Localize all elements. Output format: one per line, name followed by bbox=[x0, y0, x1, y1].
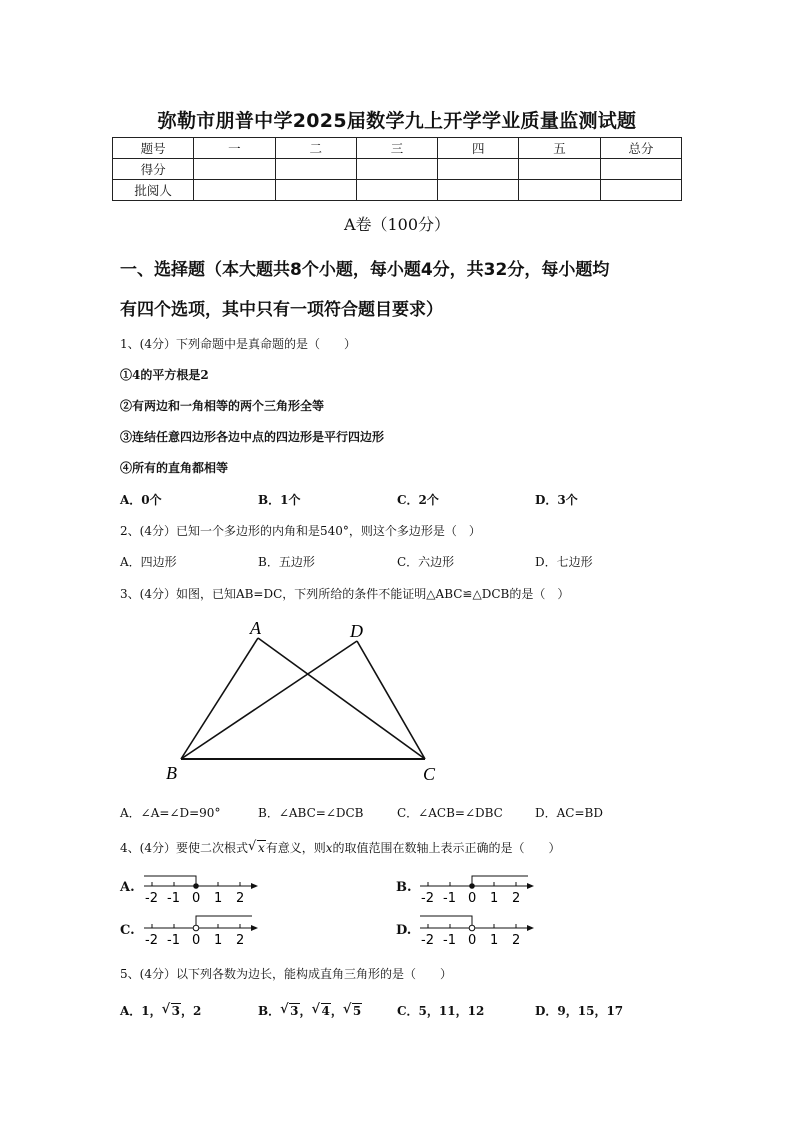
score-header-cell: 二 bbox=[275, 138, 356, 159]
score-cell[interactable] bbox=[194, 159, 275, 180]
page-title: 弥勒市朋普中学2025届数学九上开学学业质量监测试题 bbox=[157, 110, 637, 132]
score-header-cell: 题号 bbox=[113, 138, 194, 159]
score-cell[interactable] bbox=[356, 159, 437, 180]
tick-label: -1 bbox=[167, 933, 180, 948]
section-heading-line1: 一、选择题（本大题共8个小题，每小题4分，共32分，每小题均 bbox=[120, 260, 610, 280]
score-table bbox=[112, 137, 682, 201]
question-4-stem-post: 的取值范围在数轴上表示正确的是（ ） bbox=[332, 841, 561, 855]
tick-label: 1 bbox=[490, 891, 499, 906]
segment-bd bbox=[181, 641, 357, 759]
question-3-option-a[interactable]: A．∠A=∠D=90° bbox=[120, 806, 221, 820]
vertex-label-b: B bbox=[166, 763, 177, 783]
score-cell[interactable] bbox=[519, 180, 600, 201]
sqrt-radicand: 5 bbox=[352, 1004, 362, 1018]
number-line-a[interactable] bbox=[140, 872, 262, 906]
question-1-statement: ①4的平方根是2 bbox=[120, 368, 209, 382]
option-a-prefix: A．1， bbox=[120, 1004, 162, 1018]
question-2-option-d[interactable]: D．七边形 bbox=[535, 555, 593, 569]
option-b-prefix: B． bbox=[258, 1004, 281, 1018]
question-3-stem: 3、(4分）如图，已知AB=DC，下列所给的条件不能证明△ABC≌△DCB的是（ ） bbox=[120, 587, 570, 601]
vertex-label-c: C bbox=[423, 764, 436, 784]
paper-part-heading: A卷（100分） bbox=[343, 215, 451, 234]
question-4-option-a[interactable]: A. bbox=[120, 880, 135, 895]
tick-label: 1 bbox=[214, 891, 223, 906]
question-4-option-b[interactable]: B. bbox=[396, 880, 412, 895]
score-cell[interactable] bbox=[356, 180, 437, 201]
sqrt-radicand: 3 bbox=[171, 1004, 181, 1018]
question-1-option-d[interactable]: D．3个 bbox=[535, 493, 578, 507]
number-line-c[interactable] bbox=[140, 914, 262, 948]
tick-label: 1 bbox=[214, 933, 223, 948]
score-table-row bbox=[113, 159, 682, 180]
tick-label: -2 bbox=[145, 933, 158, 948]
sqrt-radicand: 4 bbox=[321, 1004, 330, 1018]
question-5-option-d[interactable]: D．9，15，17 bbox=[535, 1004, 624, 1018]
comma: ， bbox=[299, 1004, 312, 1018]
score-row-label: 批阅人 bbox=[113, 180, 194, 201]
tick-label: 0 bbox=[468, 891, 477, 906]
triangle-figure bbox=[160, 612, 450, 787]
segment-ab bbox=[181, 638, 258, 759]
question-4-variable: x bbox=[325, 841, 333, 855]
score-cell[interactable] bbox=[275, 159, 356, 180]
option-a-suffix: ，2 bbox=[181, 1004, 202, 1018]
section-heading-line2: 有四个选项，其中只有一项符合题目要求） bbox=[120, 300, 443, 320]
tick-label: -2 bbox=[421, 933, 434, 948]
tick-label: -1 bbox=[167, 891, 180, 906]
tick-label: 2 bbox=[236, 933, 245, 948]
score-cell[interactable] bbox=[438, 180, 519, 201]
question-1-statement: ②有两边和一角相等的两个三角形全等 bbox=[120, 399, 325, 413]
question-2-option-a[interactable]: A．四边形 bbox=[120, 555, 177, 569]
vertex-label-d: D bbox=[350, 621, 363, 641]
question-2-stem: 2、(4分）已知一个多边形的内角和是540°，则这个多边形是（ ） bbox=[120, 524, 481, 538]
question-5-stem: 5、(4分）以下列各数为边长，能构成直角三角形的是（ ） bbox=[120, 967, 452, 981]
segment-ac bbox=[258, 638, 425, 759]
sqrt-x: √ x bbox=[247, 839, 265, 855]
tick-label: 0 bbox=[192, 891, 201, 906]
question-5-option-a[interactable] bbox=[120, 1002, 201, 1019]
question-1-statement: ③连结任意四边形各边中点的四边形是平行四边形 bbox=[120, 430, 385, 444]
question-1-statement: ④所有的直角都相等 bbox=[120, 461, 229, 475]
tick-label: -2 bbox=[145, 891, 158, 906]
sqrt-4: √ 4 bbox=[311, 1002, 330, 1018]
question-1-stem: 1、(4分）下列命题中是真命题的是（ ） bbox=[120, 337, 356, 351]
question-1-option-b[interactable]: B．1个 bbox=[258, 493, 301, 507]
score-header-cell: 四 bbox=[438, 138, 519, 159]
score-header-cell: 五 bbox=[519, 138, 600, 159]
score-row-label: 得分 bbox=[113, 159, 194, 180]
sqrt-5: √ 5 bbox=[342, 1002, 362, 1018]
question-2-option-c[interactable]: C．六边形 bbox=[397, 555, 455, 569]
score-table-header-row bbox=[113, 138, 682, 159]
question-1-option-a[interactable]: A．0个 bbox=[120, 493, 162, 507]
tick-label: 2 bbox=[512, 933, 521, 948]
tick-label: 2 bbox=[512, 891, 521, 906]
sqrt-3: √ 3 bbox=[280, 1002, 299, 1018]
vertex-label-a: A bbox=[250, 618, 261, 638]
question-3-option-b[interactable]: B．∠ABC=∠DCB bbox=[258, 806, 364, 820]
question-5-option-c[interactable]: C．5，11，12 bbox=[397, 1004, 485, 1018]
score-header-cell: 一 bbox=[194, 138, 275, 159]
score-cell[interactable] bbox=[194, 180, 275, 201]
sqrt-3: √ 3 bbox=[161, 1002, 181, 1018]
question-3-option-d[interactable]: D．AC=BD bbox=[535, 806, 603, 820]
score-cell[interactable] bbox=[600, 180, 681, 201]
question-4-stem bbox=[120, 839, 561, 856]
tick-label: -2 bbox=[421, 891, 434, 906]
tick-label: 2 bbox=[236, 891, 245, 906]
tick-label: 1 bbox=[490, 933, 499, 948]
question-3-option-c[interactable]: C．∠ACB=∠DBC bbox=[397, 806, 503, 820]
sqrt-radicand: x bbox=[257, 841, 265, 855]
score-cell[interactable] bbox=[600, 159, 681, 180]
question-4-stem-pre: 4、(4分）要使二次根式 bbox=[120, 841, 248, 855]
score-header-cell: 三 bbox=[356, 138, 437, 159]
question-4-stem-mid: 有意义，则 bbox=[265, 841, 326, 855]
tick-label: -1 bbox=[443, 891, 456, 906]
score-cell[interactable] bbox=[438, 159, 519, 180]
question-4-option-c[interactable]: C. bbox=[120, 923, 135, 938]
sqrt-radicand: 3 bbox=[290, 1004, 299, 1018]
comma: ， bbox=[330, 1004, 343, 1018]
question-2-option-b[interactable]: B．五边形 bbox=[258, 555, 315, 569]
segment-dc bbox=[357, 641, 425, 759]
number-line-b[interactable] bbox=[416, 872, 538, 906]
score-cell[interactable] bbox=[519, 159, 600, 180]
tick-label: -1 bbox=[443, 933, 456, 948]
number-line-d[interactable] bbox=[416, 914, 538, 948]
question-1-option-c[interactable]: C．2个 bbox=[397, 493, 439, 507]
tick-label: 0 bbox=[192, 933, 201, 948]
question-5-option-b[interactable] bbox=[258, 1002, 362, 1019]
tick-label: 0 bbox=[468, 933, 477, 948]
score-cell[interactable] bbox=[275, 180, 356, 201]
score-table-row bbox=[113, 180, 682, 201]
score-header-cell: 总分 bbox=[600, 138, 681, 159]
question-4-option-d[interactable]: D. bbox=[396, 923, 412, 938]
